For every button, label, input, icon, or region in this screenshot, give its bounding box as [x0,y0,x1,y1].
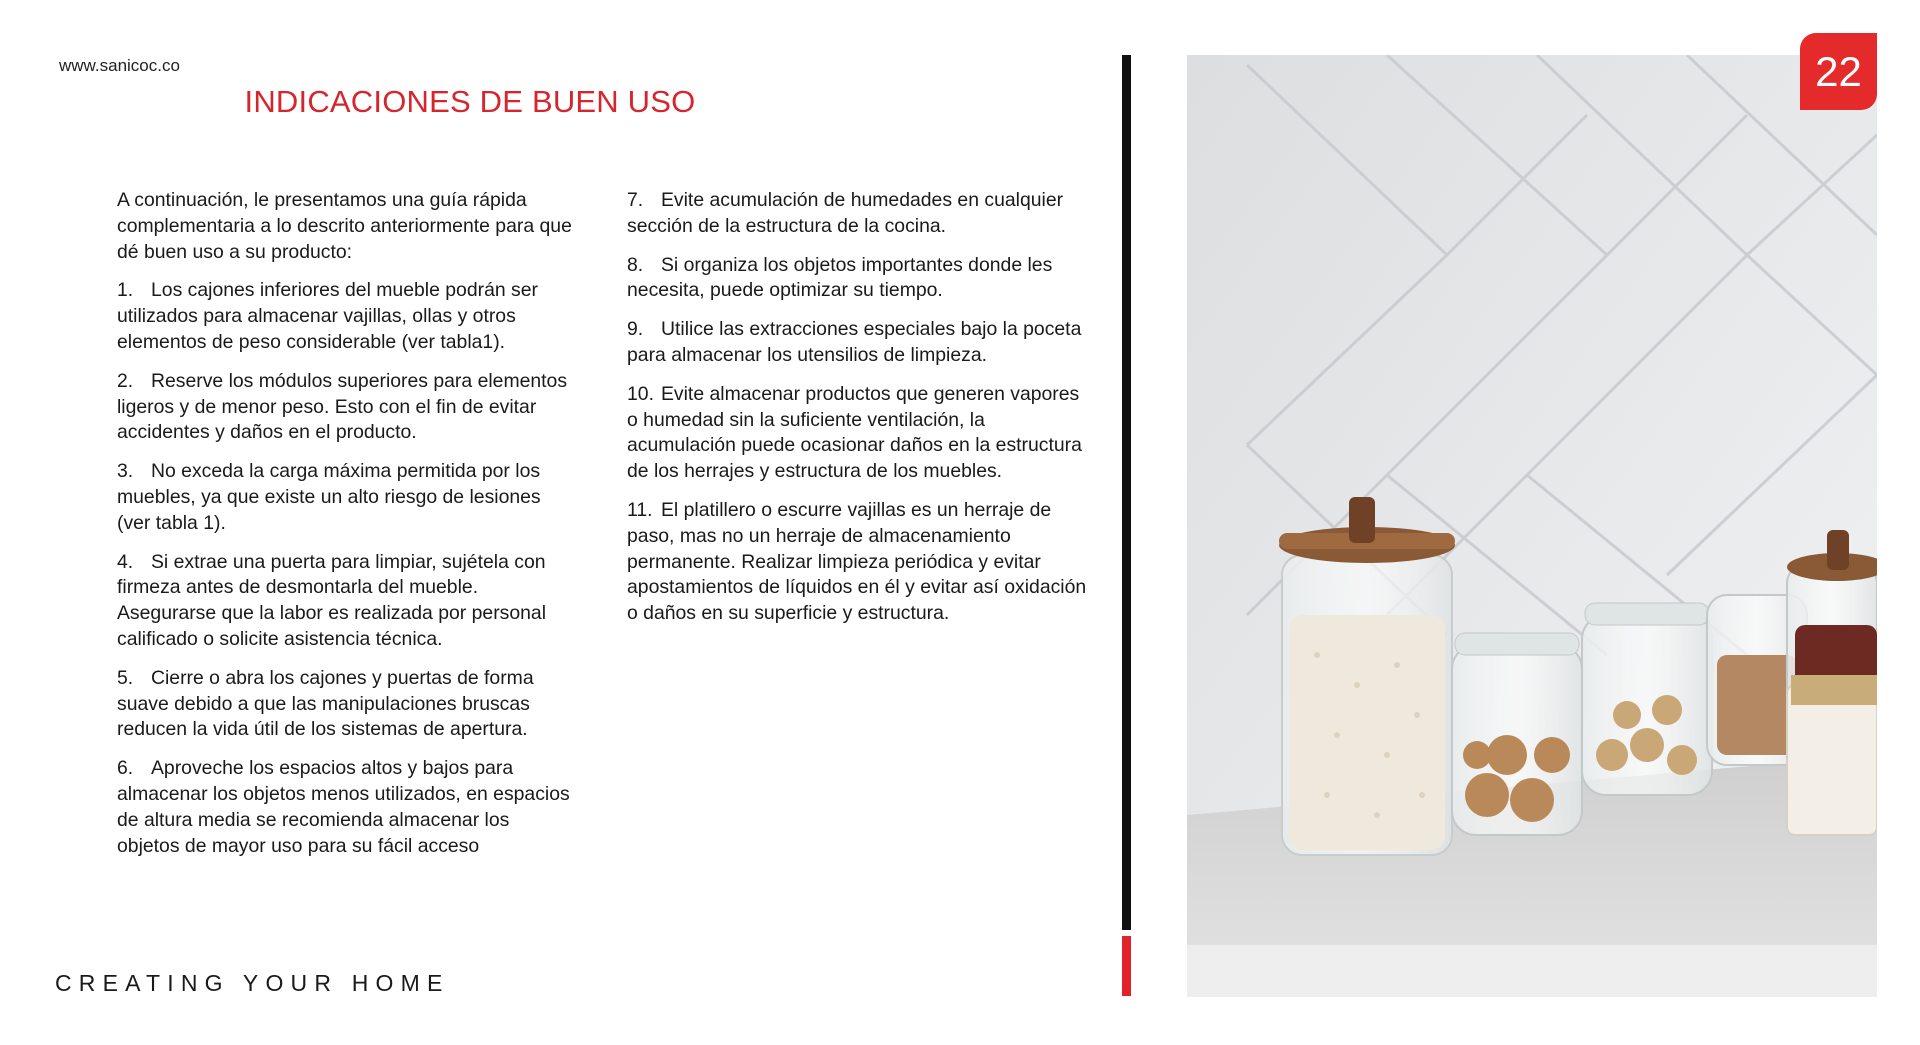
page-number-badge: 22 [1800,33,1877,110]
list-item [117,756,577,859]
item-number: 9. [627,318,644,341]
kitchen-jars-photo [1187,55,1877,997]
list-item [117,550,577,653]
list-item [117,459,577,536]
right-column [627,188,1087,640]
item-text: Reserve los módulos superiores para elementos ligeros y de menor peso. Esto con el fin de evitar accidentes y daños en el producto. [117,369,568,444]
item-text: Si extrae una puerta para limpiar, sujétela con firmeza antes de desmontarla del mueble. Asegurarse que la labor es realizada por personal calificado o solicite asistencia técnica. [117,550,547,650]
site-url[interactable]: www.sanicoc.co [59,56,180,75]
item-text: Utilice las extracciones especiales bajo la poceta para almacenar los utensilios de limpieza. [627,318,1082,366]
item-text: Aproveche los espacios altos y bajos para almacenar los objetos menos utilizados, en espacios de altura media se recomienda almacenar los objetos de mayor uso para su fácil acceso [117,757,570,857]
item-number: 8. [627,253,644,276]
item-number: 11. [627,498,653,521]
divider-red [1122,936,1131,996]
list-item [117,278,577,355]
list-item [117,369,577,446]
item-text: Evite almacenar productos que generen vapores o humedad sin la suficiente ventilación, la acumulación puede ocasionar daños en la estructura de los herrajes y estructura de los muebles. [627,382,1082,483]
list-item [627,382,1087,485]
left-column [117,188,577,872]
list-item [627,253,1087,305]
item-text: Cierre o abra los cajones y puertas de forma suave debido a que las manipulaciones bruscas reducen la vida útil de los sistemas de apertura. [117,666,534,741]
page-title: INDICACIONES DE BUEN USO [244,84,696,119]
item-number: 5. [117,666,134,689]
item-number: 1. [117,279,134,302]
list-item [117,666,577,743]
kitchen-jars-illustration [1187,55,1877,997]
item-number: 10. [627,382,654,405]
footer-tagline: CREATING YOUR HOME [55,970,450,996]
item-text: El platillero o escurre vajillas es un herraje de paso, mas no un herraje de almacenamiento permanente. Realizar limpieza periódica y evitar apostamientos de líquidos en él y evitar así oxidación o daños en su superficie y estructura. [627,498,1087,625]
list-item [627,498,1087,627]
item-number: 7. [627,189,644,211]
item-number: 6. [117,757,134,780]
list-item [627,188,1087,240]
item-text: No exceda la carga máxima permitida por los muebles, ya que existe un alto riesgo de lesiones (ver tabla 1). [117,460,541,534]
item-number: 2. [117,369,134,392]
divider-black [1122,55,1131,930]
item-number: 3. [117,460,134,483]
list-item [627,317,1087,369]
item-text: Evite acumulación de humedades en cualquier sección de la estructura de la cocina. [627,189,1064,237]
item-text: Los cajones inferiores del mueble podrán ser utilizados para almacenar vajillas, ollas y otros elementos de peso considerable (ver tabla1). [117,279,538,353]
item-text: Si organiza los objetos importantes donde les necesita, puede optimizar su tiempo. [627,253,1053,302]
item-number: 4. [117,550,134,573]
intro-paragraph: A continuación, le presentamos una guía rápida complementaria a lo descrito anteriormente para que dé buen uso a su producto: [117,189,572,263]
